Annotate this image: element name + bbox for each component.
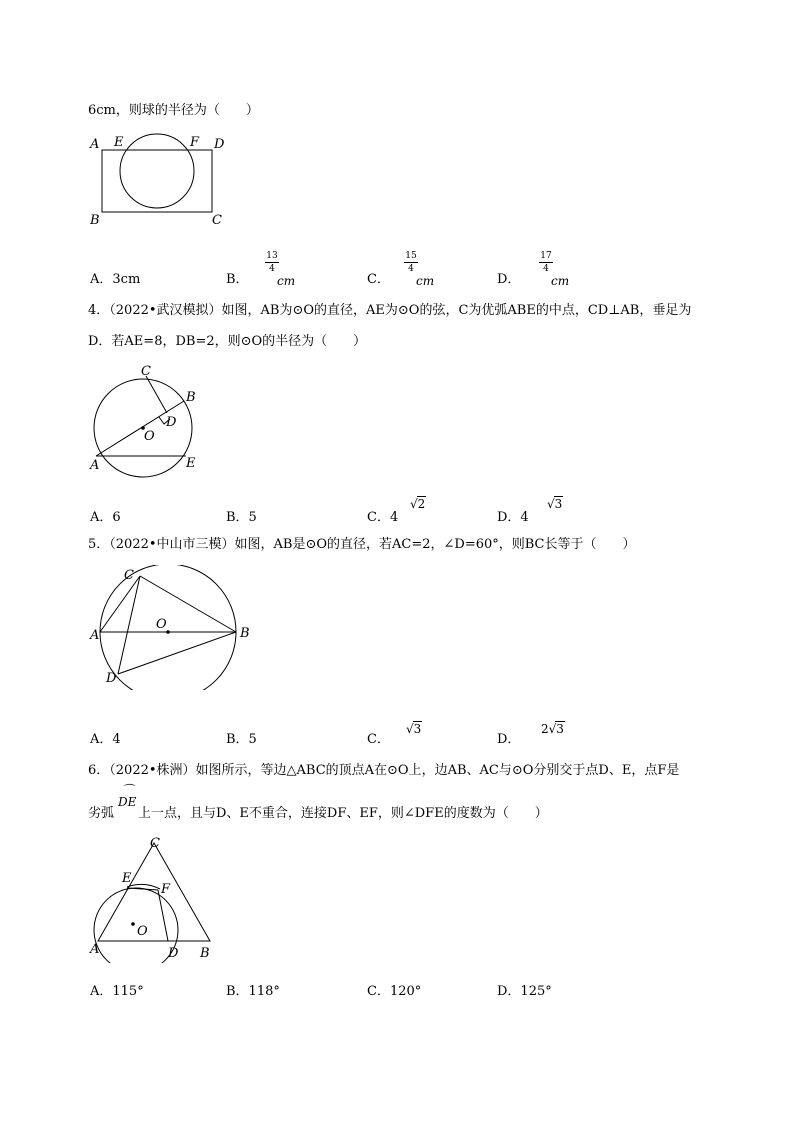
- q5-option-d-prefix: D．: [497, 732, 521, 747]
- q5-option-a: A．4: [90, 732, 121, 747]
- q5-option-b: B．5: [226, 732, 257, 747]
- q6-option-a: A．115°: [90, 984, 144, 999]
- q3-stem-tail: 6cm，则球的半径为（ ）: [88, 103, 259, 118]
- q6-option-d: D．125°: [497, 984, 552, 999]
- q3-option-d-den: 4: [543, 264, 549, 274]
- q3-label-B: B: [90, 213, 100, 227]
- q4-line1: 4．（2022•武汉模拟）如图，AB为⊙O的直径，AE为⊙O的弦，C为优弧ABE的中点，CD⊥AB，垂足为: [88, 303, 692, 318]
- q4-option-b: B．5: [226, 510, 257, 525]
- q6-arc-DE: ⌒ DE: [118, 783, 137, 809]
- q4-option-d-sqrt: √3: [547, 497, 563, 511]
- q3-option-b-unit: cm: [277, 274, 296, 288]
- q6-option-c: C．120°: [367, 984, 422, 999]
- q5-figure: [86, 565, 261, 690]
- q3-option-b-num: 13: [266, 251, 278, 261]
- q4-option-c-sqrt: √2: [410, 497, 426, 511]
- q4-option-d-prefix: D．4: [497, 510, 529, 525]
- q3-option-b-den: 4: [269, 264, 275, 274]
- q4-option-c-prefix: C．4: [367, 510, 399, 525]
- q5-label-D: D: [106, 671, 117, 686]
- q6-figure: [86, 833, 216, 963]
- q5-label-A: A: [90, 628, 100, 643]
- q3-label-C: C: [212, 213, 222, 227]
- q6-label-C: C: [150, 836, 160, 851]
- q3-label-D: D: [214, 137, 225, 152]
- q3-option-c-den: 4: [408, 264, 414, 274]
- q5-label-O: O: [156, 617, 167, 632]
- q3-option-a: A．3cm: [90, 272, 141, 287]
- q6-label-E: E: [122, 871, 132, 886]
- q3-option-d-fraction: [539, 251, 553, 274]
- q3-label-A: A: [90, 137, 100, 152]
- q3-figure: [86, 132, 246, 227]
- q6-line2-rest: 上一点，且与D、E不重合，连接DF、EF，则∠DFE的度数为（ ）: [138, 806, 548, 821]
- q5-line1: 5．（2022•中山市三模）如图，AB是⊙O的直径，若AC=2，∠D=60°，则BC长等于（ ）: [88, 537, 636, 552]
- q3-option-c-num: 15: [405, 251, 417, 261]
- q3-option-b-fraction: [265, 251, 279, 274]
- q5-option-c-sqrt: √3: [406, 722, 422, 736]
- q4-label-E: E: [186, 456, 196, 471]
- q6-label-F: F: [161, 882, 171, 897]
- q3-option-b-prefix: B．: [226, 272, 249, 287]
- q3-option-d-prefix: D．: [497, 272, 521, 287]
- q3-option-c-fraction: [404, 251, 418, 274]
- q5-option-d-radicand: 3: [556, 722, 564, 736]
- q3-option-d-num: 17: [540, 251, 552, 261]
- q6-option-b: B．118°: [226, 984, 280, 999]
- q3-option-c-prefix: C．: [367, 272, 390, 287]
- q4-option-d-radicand: 3: [554, 497, 563, 511]
- q3-option-c-unit: cm: [416, 274, 435, 288]
- q3-label-E: E: [114, 135, 124, 150]
- q4-label-D: D: [166, 415, 177, 430]
- q3-label-F: F: [190, 135, 200, 150]
- q5-option-c-radicand: 3: [413, 722, 422, 736]
- q6-label-D: D: [168, 946, 179, 961]
- q4-line2: D．若AE=8，DB=2，则⊙O的半径为（ ）: [88, 334, 367, 349]
- q6-arc-DE-label: DE: [118, 795, 137, 809]
- q5-option-d-coef: 2: [541, 722, 549, 736]
- q5-option-c-prefix: C．: [367, 732, 390, 747]
- q4-label-C: C: [141, 364, 151, 379]
- q4-option-c-radicand: 2: [417, 497, 426, 511]
- q3-option-d-unit: cm: [551, 274, 570, 288]
- q6-label-A: A: [90, 942, 100, 957]
- q4-figure: [86, 363, 216, 478]
- q6-label-O: O: [137, 924, 148, 939]
- q5-label-B: B: [240, 626, 250, 641]
- q6-line2-prefix: 劣弧: [88, 806, 115, 821]
- q4-label-B: B: [186, 390, 196, 405]
- q5-label-C: C: [124, 568, 134, 583]
- q4-option-a: A．6: [90, 510, 121, 525]
- q4-label-O: O: [144, 429, 155, 444]
- q6-line1: 6．（2022•株洲）如图所示，等边△ABC的顶点A在⊙O上，边AB、AC与⊙O分别交于点D、E，点F是: [88, 763, 680, 778]
- q6-label-B: B: [200, 946, 210, 961]
- q4-label-A: A: [90, 458, 100, 473]
- q5-option-d-sqrt: 2√3: [541, 722, 564, 736]
